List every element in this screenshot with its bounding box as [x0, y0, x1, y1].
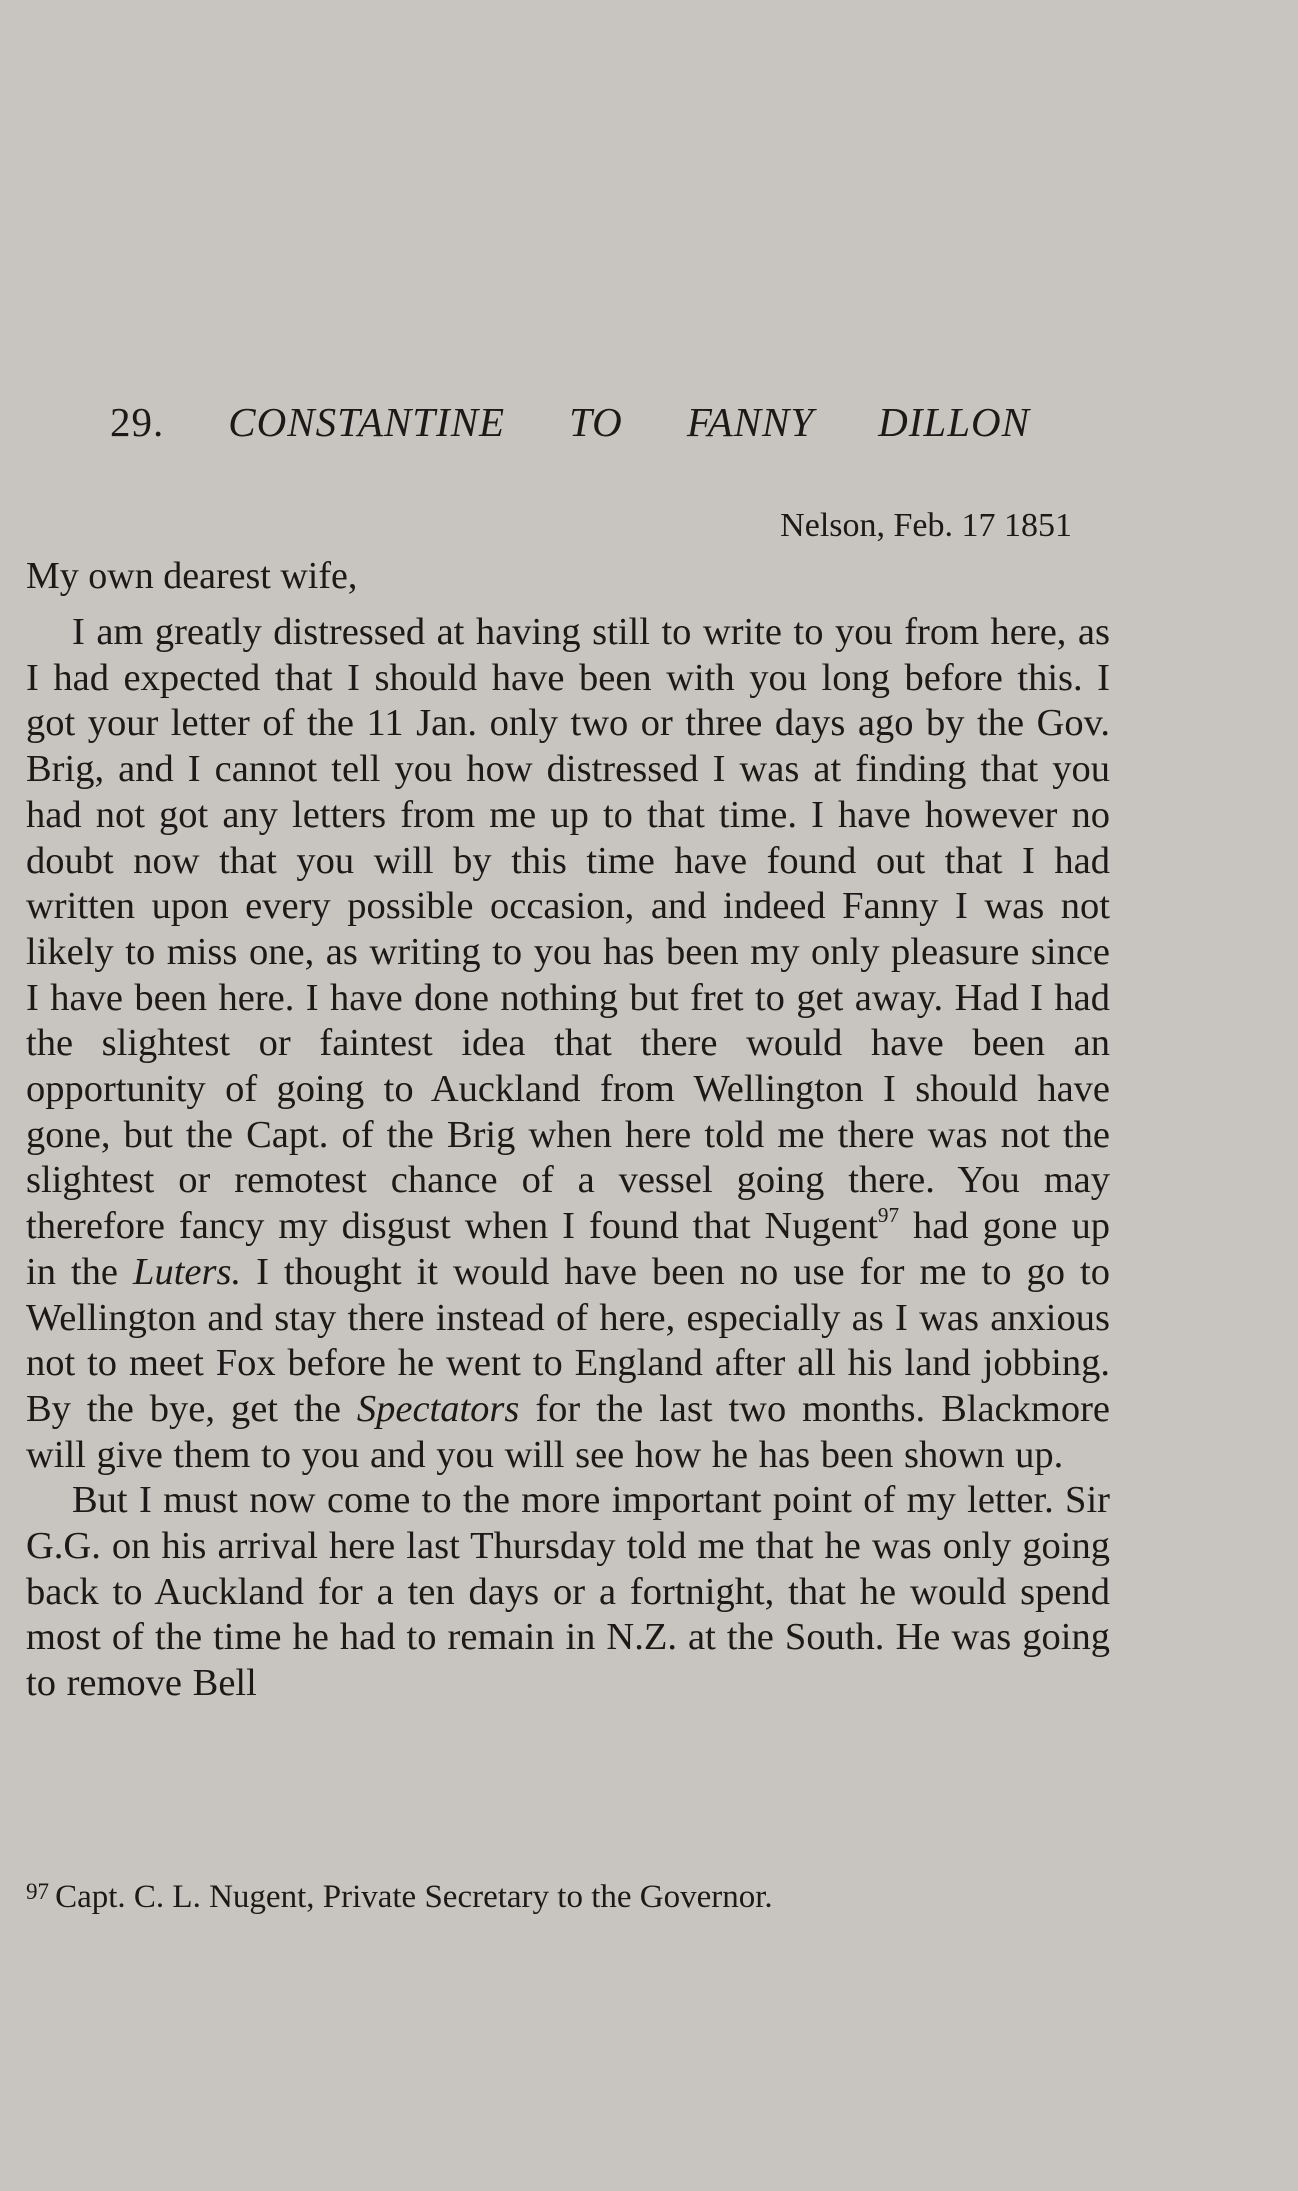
- heading-word: CONSTANTINE: [228, 399, 506, 445]
- letter-number: 29.: [110, 399, 165, 445]
- paragraph-text: had gone up in the: [26, 1205, 1110, 1293]
- ship-name: Luters.: [133, 1250, 242, 1293]
- paragraph-text: for the last two months. Blackmore will give them to you and you will see how he has been shown up.: [26, 1387, 1110, 1476]
- paragraph-text: I thought it would have been no use for me to go to Wellington and stay there instead of here, especially as I was anxious not to meet Fox before he went to England after all his land jobbing. By the bye, get the: [26, 1250, 1110, 1430]
- footnote-reference: 97: [877, 1203, 900, 1228]
- footnote-mark: 97: [26, 1878, 50, 1904]
- salutation: My own dearest wife,: [26, 555, 358, 597]
- paragraph-text: But I must now come to the more important point of my letter. Sir G.G. on his arrival here last Thursday told me that he was only going back to Auckland for a ten days or a fortnight, that he would spend most of the time he had to remain in N.Z. at the South. He was going to remove Bell: [26, 1479, 1110, 1705]
- heading-word: FANNY: [686, 399, 815, 445]
- paragraph: [26, 1478, 1110, 1707]
- dateline: Nelson, Feb. 17 1851: [780, 507, 1072, 544]
- letter-heading: [110, 398, 1030, 446]
- footnote: [26, 1878, 773, 1916]
- paragraph-text: I am greatly distressed at having still to write to you from here, as I had expected that I should have been with you long before this. I got your letter of the 11 Jan. only two or three days ago by the Gov. Brig, and I cannot tell you how distressed I was at finding that you had not got any letters from me up to that time. I have however no doubt now that you will by this time have found out that I had written upon every possible occasion, and indeed Fanny I was not likely to miss one, as writing to you has been my only pleasure since I have been here. I have done nothing but fret to get away. Had I had the slightest or faintest idea that there would have been an opportunity of going to Auckland from Wellington I should have gone, but the Capt. of the Brig when here told me there was not the slightest or remotest chance of a vessel going there. You may therefore fancy my disgust when I found that Nugent: [26, 611, 1110, 1248]
- footnote-text: Capt. C. L. Nugent, Private Secretary to the Governor.: [55, 1879, 773, 1916]
- heading-word: DILLON: [878, 399, 1030, 445]
- heading-word: TO: [569, 399, 623, 445]
- periodical-title: Spectators: [356, 1387, 520, 1430]
- letter-body: [26, 610, 1110, 1707]
- paragraph: [26, 610, 1110, 1478]
